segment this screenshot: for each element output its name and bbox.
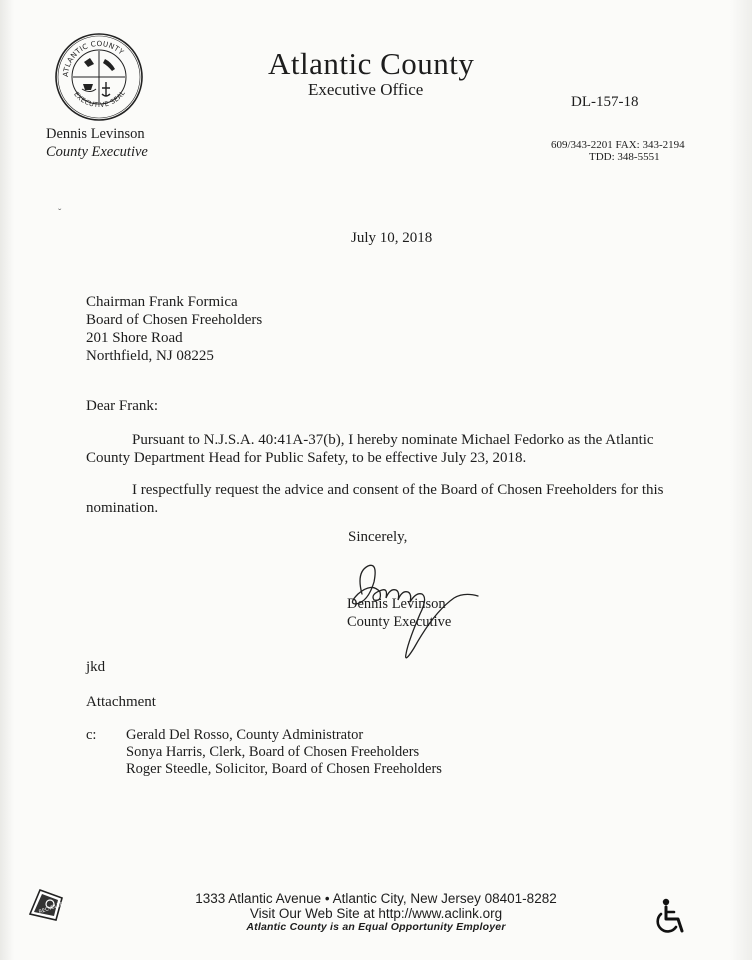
executive-title: County Executive [46,144,148,160]
svg-text:EXECUTIVE SEAL [72,89,127,109]
footer-equal-opportunity: Atlantic County is an Equal Opportunity Employer [246,921,506,933]
closing: Sincerely, [348,529,408,545]
address-line: Chairman Frank Formica [86,294,238,310]
salutation: Dear Frank: [86,398,159,414]
cc-recipient: Roger Steedle, Solicitor, Board of Chosen Freeholders [126,761,442,777]
page-speck: ˇ [58,208,62,219]
footer-website: Visit Our Web Site at http://www.aclink.org [249,906,503,921]
footer-address: 1333 Atlantic Avenue • Atlantic City, New Jersey 08401-8282 [195,891,557,906]
address-line: Northfield, NJ 08225 [86,348,214,364]
county-seal-icon [54,32,144,122]
body-paragraph: Pursuant to N.J.S.A. 40:41A-37(b), I hereby nominate Michael Fedorko as the Atlantic County Department Head for Public Safety, to be effective July 23, 2018. [86,432,654,466]
organization-subtitle: Executive Office [308,80,424,99]
cc-recipient: Gerald Del Rosso, County Administrator [126,727,364,743]
seal-top-text: ATLANTIC COUNTY [60,38,126,78]
letter-date: July 10, 2018 [351,230,433,246]
body-paragraph: I respectfully request the advice and consent of the Board of Chosen Freeholders for this nomination. [86,482,664,516]
phone-fax-line: 609/343-2201 FAX: 343-2194 [551,139,685,151]
address-line: Board of Chosen Freeholders [86,312,263,328]
cc-recipient: Sonya Harris, Clerk, Board of Chosen Freeholders [126,744,420,760]
address-line: 201 Shore Road [86,330,183,346]
tdd-line: TDD: 348-5551 [589,151,660,163]
typist-initials: jkd [86,659,106,675]
organization-name: Atlantic County [268,46,475,81]
recycle-text: RECYCLED [38,900,65,916]
cc-label: c: [86,727,97,743]
document-number: DL-157-18 [571,94,639,110]
seal-bottom-text: EXECUTIVE SEAL [72,89,127,110]
attachment-note: Attachment [86,694,156,710]
wheelchair-accessibility-icon [652,897,688,937]
signer-name: Dennis Levinson [347,596,446,612]
signer-title: County Executive [347,614,452,630]
executive-name: Dennis Levinson [46,126,145,142]
